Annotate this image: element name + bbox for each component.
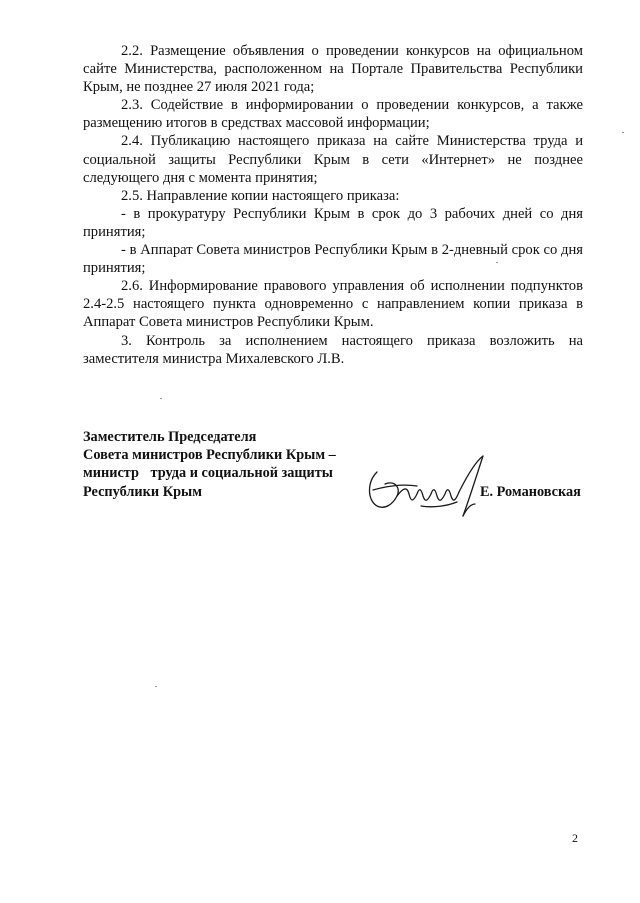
signature-block bbox=[83, 428, 583, 528]
paragraph-2-4: 2.4. Публикацию настоящего приказа на сайте Министерства труда и социальной защиты Республики Крым в сети «Интернет» не позднее следующего дня с момента принятия; bbox=[83, 133, 583, 186]
signer-name: Е. Романовская bbox=[480, 484, 581, 500]
paragraph-3: 3. Контроль за исполнением настоящего приказа возложить на заместителя министра Михалевского Л.В. bbox=[83, 332, 583, 367]
scan-speck bbox=[160, 398, 162, 399]
paragraph-2-3: 2.3. Содействие в информировании о проведении конкурсов, а также размещению итогов в средствах массовой информации; bbox=[83, 97, 583, 132]
signer-title bbox=[83, 428, 336, 501]
page-number: 2 bbox=[572, 831, 578, 845]
paragraph-2-6: 2.6. Информирование правового управления об исполнении подпунктов 2.4-2.5 настоящего пункта одновременно с направлением копии приказа в Аппарат Совета министров Республики Крым. bbox=[83, 278, 583, 331]
signer-title-line bbox=[83, 464, 336, 482]
paragraph-2-5: 2.5. Направление копии настоящего приказа: bbox=[121, 187, 400, 204]
paragraph-2-5-item-council: - в Аппарат Совета министров Республики Крым в 2-дневный срок со дня принятия; bbox=[83, 242, 583, 277]
signer-title-segment: министр bbox=[83, 465, 139, 482]
signer-title-segment: труда и социальной защиты bbox=[150, 465, 333, 482]
scan-speck bbox=[496, 262, 498, 263]
handwritten-signature bbox=[363, 450, 493, 520]
document-body bbox=[83, 42, 583, 368]
paragraph-2-2: 2.2. Размещение объявления о проведении конкурсов на официальном сайте Министерства, расположенном на Портале Правительства Республики Крым, не позднее 27 июля 2021 года; bbox=[83, 43, 583, 96]
signer-title-line: Совета министров Республики Крым – bbox=[83, 447, 336, 464]
paragraph-2-5-item-prosecutor: - в прокуратуру Республики Крым в срок до 3 рабочих дней со дня принятия; bbox=[83, 205, 583, 240]
scan-speck bbox=[155, 686, 157, 687]
signer-title-line: Республики Крым bbox=[83, 483, 202, 500]
scan-speck bbox=[622, 132, 624, 133]
signer-title-line: Заместитель Председателя bbox=[83, 429, 257, 445]
